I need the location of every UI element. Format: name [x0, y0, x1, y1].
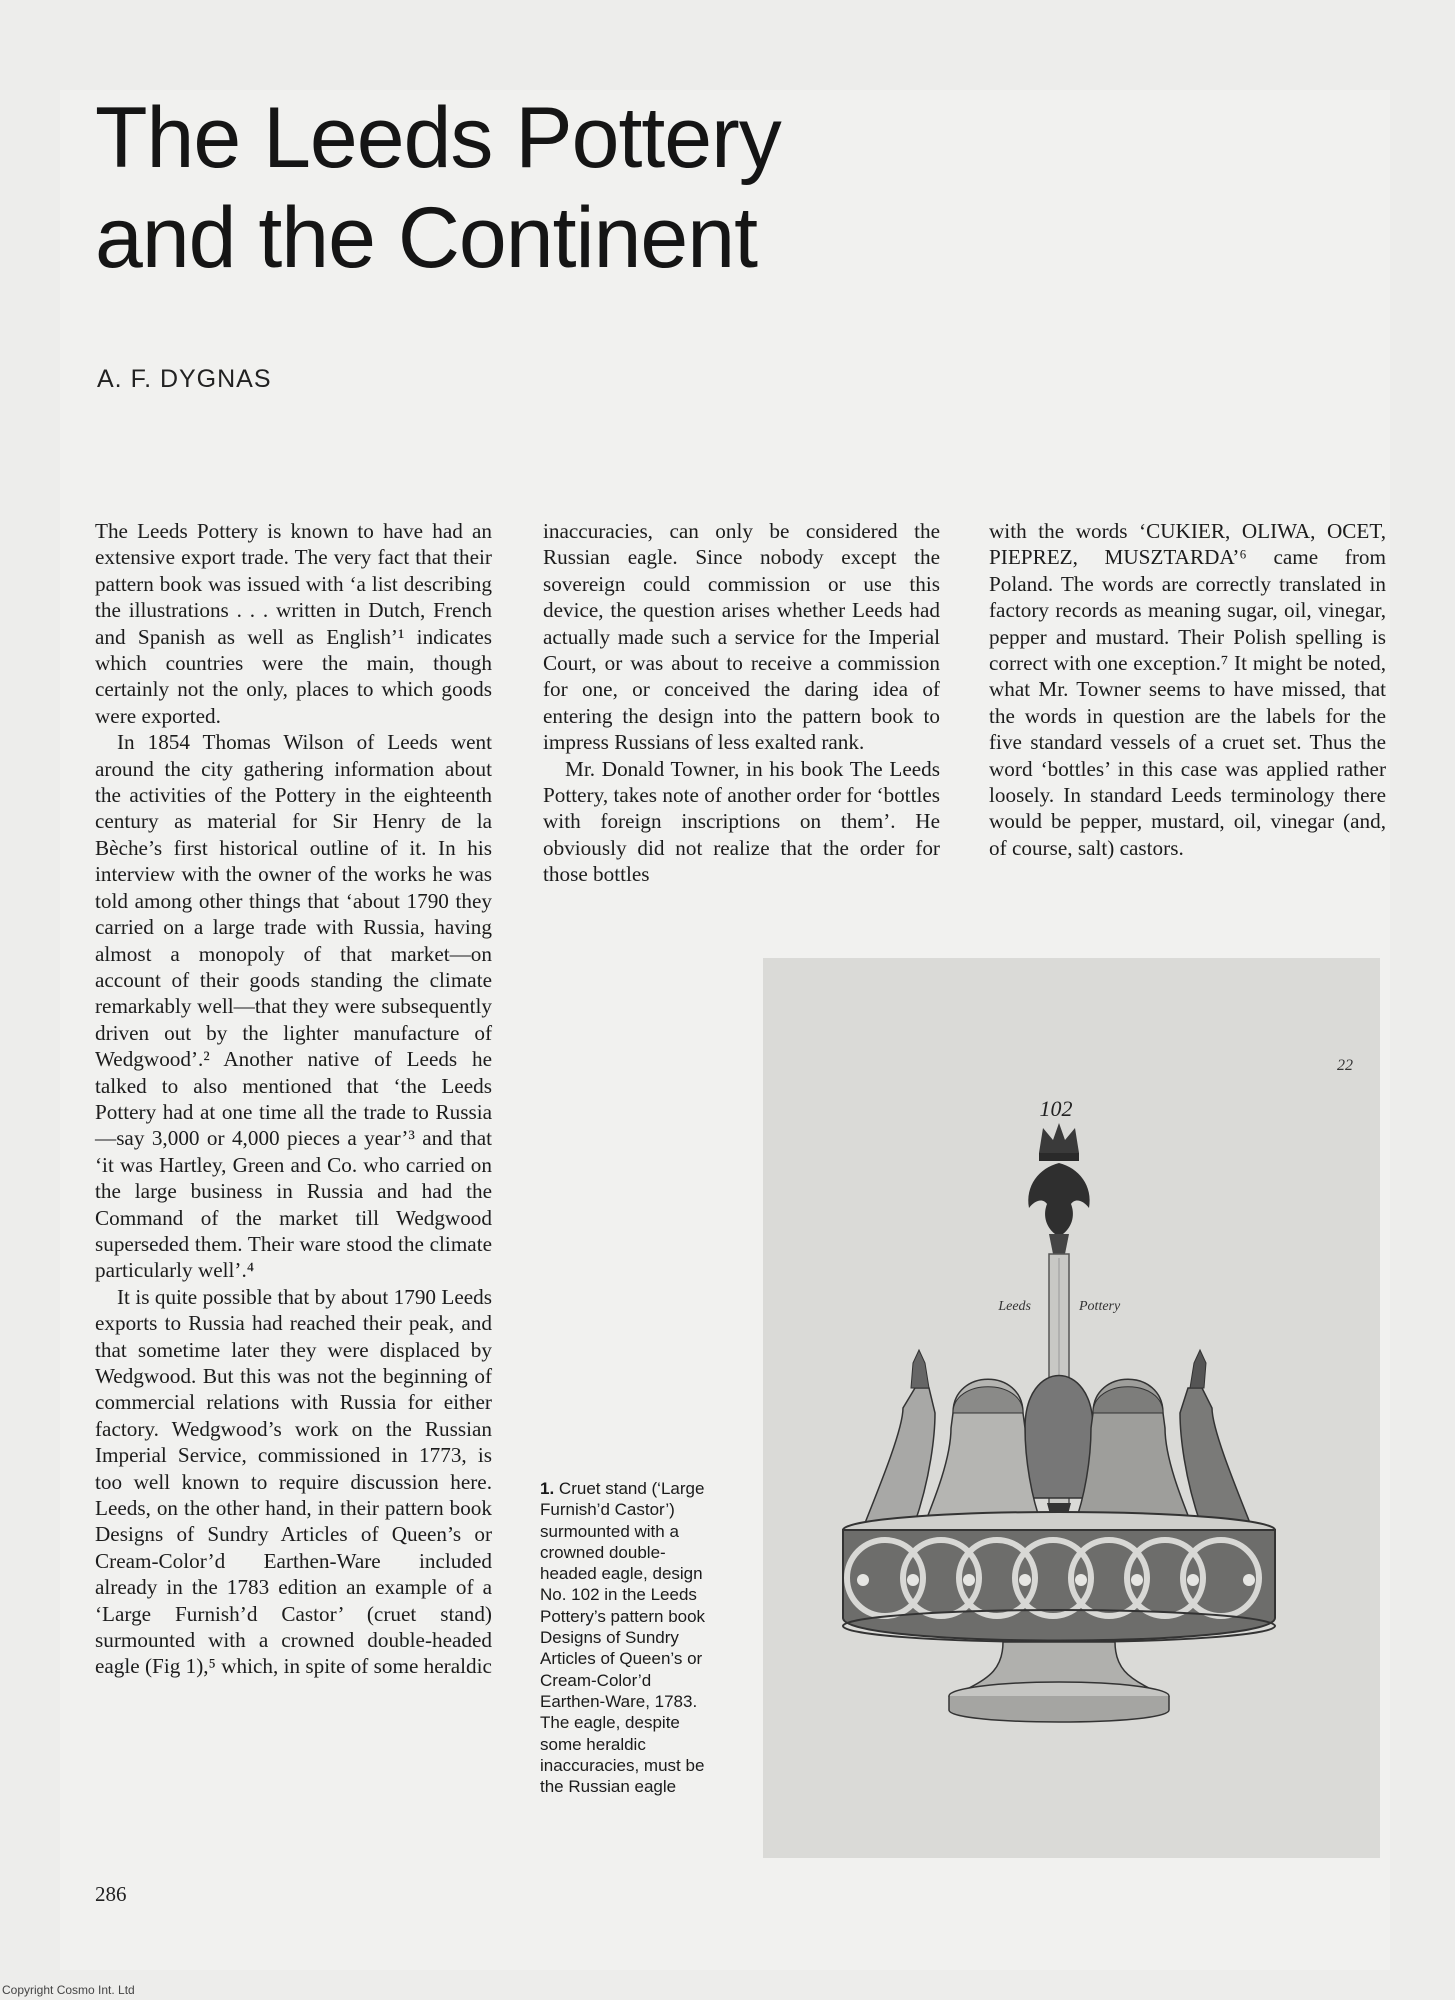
page-number: 286 — [95, 1882, 127, 1906]
design-number: 102 — [1039, 1096, 1073, 1121]
plate-number: 22 — [1337, 1057, 1353, 1074]
author-byline: A. F. DYGNAS — [97, 365, 272, 393]
paragraph: inaccuracies, can only be considered the Russian eagle. Since nobody except the sovereign could commission or use this device, the question arises whether Leeds had actually made such a service for the Imperial Court, or was about to receive a commission for one, or conceived the daring idea of entering the design into the pattern book to impress Russians of less exalted rank. — [543, 519, 940, 755]
stamp-pottery: Pottery — [1079, 1299, 1121, 1314]
caption-number: 1. — [540, 1479, 555, 1498]
article-title — [95, 88, 995, 288]
paragraph: It is quite possible that by about 1790 Leeds exports to Russia had reached their peak, and that sometime later they were displaced by Wedgwood. But this was not the beginning of commercial relations with Russia for either factory. Wedgwood’s work on the Russian Imperial Service, commissioned in 1773, is too well known to require discussion here. Leeds, on the other hand, in their pattern book Designs of Sundry Articles of Queen’s or Cream-Color’d Earthen-Ware included already in the 1783 edition an example of a ‘Large Furnish’d Castor’ (cruet stand) surmounted with a crowned double-headed eagle (Fig 1),⁵ which, in spite of some heraldic — [95, 1284, 492, 1679]
caption-text: Cruet stand (‘Large Furnish’d Castor’) surmounted with a crowned double-headed eagle, design No. 102 in the Leeds Pottery’s pattern book Designs of Sundry Articles of Queen’s or Cream-Color’d Earthen-Ware, 1783. The eagle, despite some heraldic inaccuracies, must be the Russian eagle — [540, 1479, 706, 1797]
cruet-stand-figure — [763, 958, 1380, 1858]
double-headed-eagle-icon — [1028, 1163, 1089, 1234]
text-column-1 — [95, 518, 492, 1680]
paragraph: Mr. Donald Towner, in his book The Leeds Pottery, takes note of another order for ‘bottles with foreign inscriptions on them’. He obviously did not realize that the order for those bottles — [543, 756, 940, 887]
cruet-stand-illustration — [763, 958, 1380, 1858]
stamp-leeds: Leeds — [998, 1299, 1031, 1314]
title-line-1: The Leeds Pottery — [95, 90, 781, 186]
text-column-3 — [989, 518, 1386, 861]
paragraph: with the words ‘CUKIER, OLIWA, OCET, PIEPREZ, MUSZTARDA’⁶ came from Poland. The words are correctly translated in factory records as meaning sugar, oil, vinegar, pepper and mustard. Their Polish spelling is correct with one exception.⁷ It might be noted, what Mr. Towner seems to have missed, that the words in question are the labels for the five standard vessels of a cruet set. Thus the word ‘bottles’ in this case was applied rather loosely. In standard Leeds terminology there would be pepper, mustard, oil, vinegar (and, of course, salt) castors. — [989, 519, 1386, 860]
copyright-notice: Copyright Cosmo Int. Ltd — [2, 1983, 135, 1997]
paragraph: In 1854 Thomas Wilson of Leeds went around the city gathering information about the activities of the Pottery in the eighteenth century as material for Sir Henry de la Bèche’s first historical outline of it. In his interview with the owner of the works he was told among other things that ‘about 1790 they carried on a large trade with Russia, having almost a monopoly of that market—on account of their goods standing the climate remarkably well—that they were subsequently driven out by the lighter manufacture of Wedgwood’.² Another native of Leeds he talked to also mentioned that ‘the Leeds Pottery had at one time all the trade to Russia—say 3,000 or 4,000 pieces a year’³ and that ‘it was Hartley, Green and Co. who carried on the large business in Russia and had the Command of the market till Wedgwood superseded them. Their ware stood the climate particularly well’.⁴ — [95, 730, 492, 1283]
text-column-2 — [543, 518, 940, 888]
title-line-2: and the Continent — [95, 190, 757, 286]
crown-icon — [1039, 1123, 1079, 1153]
paragraph: The Leeds Pottery is known to have had an extensive export trade. The very fact that their pattern book was issued with ‘a list describing the illustrations . . . written in Dutch, French and Spanish as well as English’¹ indicates which countries were the main, though certainly not the only, places to which goods were exported. — [95, 519, 492, 728]
figure-caption — [540, 1478, 710, 1797]
